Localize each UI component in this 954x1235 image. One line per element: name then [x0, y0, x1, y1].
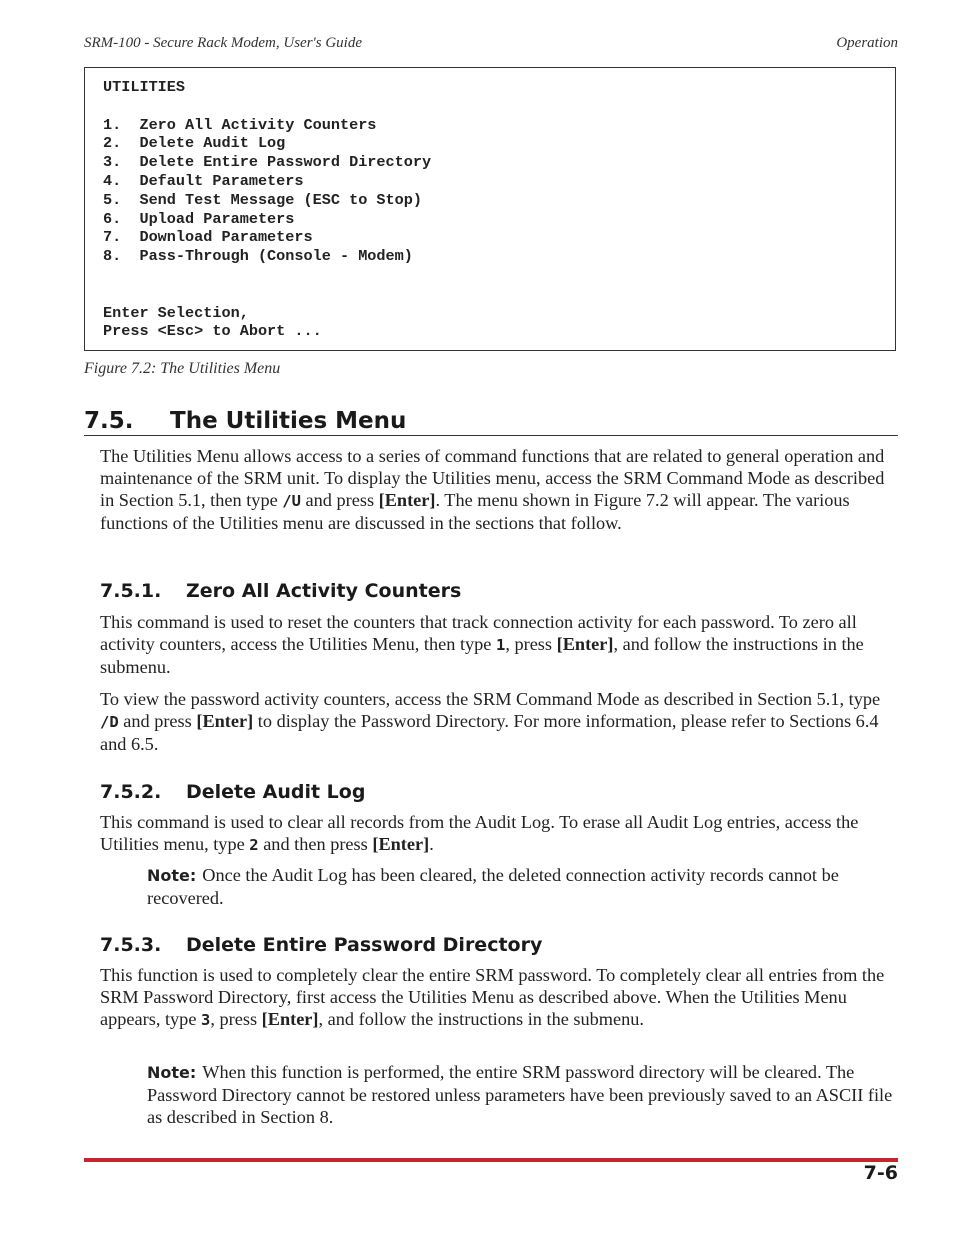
subsection-heading-delete-password-directory — [100, 934, 542, 956]
intro-key: [Enter] — [378, 490, 436, 510]
text: to display the Password Directory. For more information, please refer to Sections 6.4 and 6.5. — [100, 711, 879, 754]
note-text: Once the Audit Log has been cleared, the deleted connection activity records cannot be recovered. — [147, 865, 839, 908]
key: [Enter] — [261, 1009, 319, 1029]
intro-text-b: and press — [300, 490, 379, 510]
key: [Enter] — [196, 711, 254, 731]
intro-command: /U — [282, 492, 301, 510]
command: 2 — [249, 836, 259, 854]
text: This command is used to clear all records from the Audit Log. To erase all Audit Log entries, access the Utilities menu, type — [100, 812, 859, 854]
text: , press — [505, 634, 557, 654]
utilities-menu-figure — [84, 67, 896, 351]
zero-counters-paragraph-2 — [100, 688, 896, 755]
subsection-number: 7.5.2. — [100, 781, 162, 803]
intro-paragraph — [100, 445, 896, 534]
delete-audit-log-paragraph — [100, 811, 896, 856]
page-number: 7-6 — [863, 1162, 898, 1184]
text: . — [429, 834, 434, 854]
note-label: Note: — [147, 1063, 197, 1082]
note-text: When this function is performed, the entire SRM password directory will be cleared. The Password Directory cannot be restored unless parameters have been previously saved to an ASCII file as described in Section 8. — [147, 1062, 893, 1127]
section-number: 7.5. — [84, 408, 134, 434]
subsection-title: Zero All Activity Counters — [186, 580, 462, 602]
command: /D — [100, 713, 119, 731]
subsection-title: Delete Entire Password Directory — [186, 934, 543, 956]
delete-password-directory-note — [147, 1061, 897, 1128]
subsection-number: 7.5.1. — [100, 580, 162, 602]
command: 1 — [495, 636, 506, 654]
intro-text-a: The Utilities Menu allows access to a series of command functions that are related to general operation and maintenance of the SRM unit. To display the Utilities menu, access the SRM Command Mode as described in Section 5.1, then type — [100, 446, 885, 510]
figure-caption: Figure 7.2: The Utilities Menu — [84, 360, 281, 377]
text: , and follow the instructions in the submenu. — [318, 1009, 644, 1029]
text: This function is used to completely clear the entire SRM password. To completely clear all entries from the SRM Password Directory, first access the Utilities Menu as described above. When the Utilities Menu appears, type — [100, 965, 885, 1029]
text: and then press — [258, 834, 373, 854]
text: This command is used to reset the counters that track connection activity for each password. To zero all activity counters, access the Utilities Menu, then type — [100, 612, 857, 654]
text: , and follow the instructions in the submenu. — [100, 634, 864, 677]
terminal-screen-text: UTILITIES 1. Zero All Activity Counters 2. Delete Audit Log 3. Delete Entire Password Directory 4. Default Parameters 5. Send Test Message (ESC to Stop) 6. Upload Parameters 7. Download Parameters 8. Pass-Through (Console - Modem) Enter Selection, Press <Esc> to Abort ... — [103, 78, 432, 341]
subsection-title: Delete Audit Log — [186, 781, 366, 803]
delete-audit-log-note — [147, 864, 897, 909]
subsection-heading-zero-counters — [100, 580, 461, 602]
text: , press — [210, 1009, 262, 1029]
section-heading — [84, 408, 898, 436]
delete-password-directory-paragraph — [100, 964, 896, 1031]
key: [Enter] — [556, 634, 614, 654]
section-title: The Utilities Menu — [170, 408, 407, 434]
zero-counters-paragraph-1 — [100, 611, 896, 678]
note-label: Note: — [147, 866, 197, 885]
text: To view the password activity counters, access the SRM Command Mode as described in Section 5.1, type — [100, 689, 881, 709]
text: and press — [118, 711, 197, 731]
intro-text-c: . The menu shown in Figure 7.2 will appear. The various functions of the Utilities menu are discussed in the sections that follow. — [100, 490, 850, 533]
header-title: SRM-100 - Secure Rack Modem, User's Guide — [84, 35, 362, 51]
header-section: Operation — [836, 35, 898, 51]
footer-rule — [84, 1158, 898, 1162]
subsection-number: 7.5.3. — [100, 934, 162, 956]
subsection-heading-delete-audit-log — [100, 781, 365, 803]
key: [Enter] — [372, 834, 430, 854]
command: 3 — [201, 1011, 211, 1029]
